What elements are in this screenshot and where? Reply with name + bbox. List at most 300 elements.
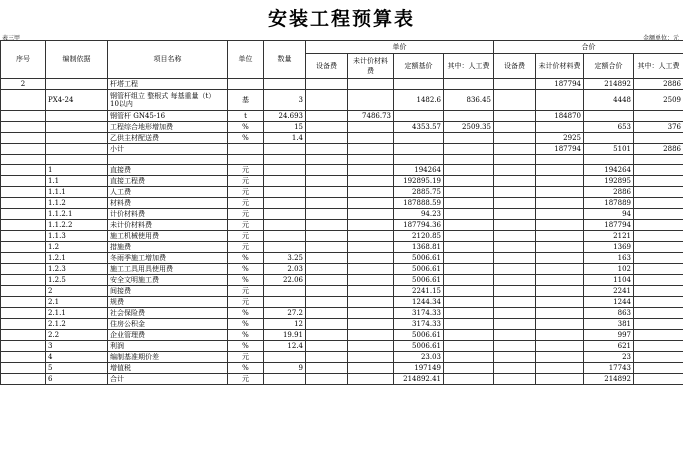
cell-base: 3174.33 [394, 308, 444, 319]
cell-base: 2120.85 [394, 231, 444, 242]
cell-equip [306, 90, 348, 111]
table-row [1, 308, 683, 319]
cell-unit: % [228, 133, 264, 144]
cell-name: 冬雨季施工增加费 [108, 253, 228, 264]
table-row [1, 297, 683, 308]
cell-unit: 元 [228, 165, 264, 176]
cell-mat [348, 133, 394, 144]
cell-equip [306, 220, 348, 231]
cell-t-quota [584, 155, 634, 165]
cell-labor [444, 374, 494, 385]
cell-t-labor [634, 176, 683, 187]
cell-seq [1, 220, 46, 231]
cell-mat [348, 275, 394, 286]
cell-equip [306, 253, 348, 264]
cell-unit: 元 [228, 286, 264, 297]
cell-equip [306, 341, 348, 352]
header-labor-total: 其中：人工费 [634, 54, 683, 79]
cell-labor: 2509.35 [444, 122, 494, 133]
cell-t-labor [634, 330, 683, 341]
cell-basis [46, 144, 108, 155]
table-row [1, 90, 683, 111]
cell-unit: % [228, 330, 264, 341]
table-row [1, 231, 683, 242]
cell-t-equip [494, 111, 536, 122]
header-seq: 序号 [1, 41, 46, 79]
cell-qty [264, 297, 306, 308]
table-row [1, 209, 683, 220]
cell-seq [1, 308, 46, 319]
cell-unit: 元 [228, 231, 264, 242]
cell-basis [46, 79, 108, 90]
cell-mat [348, 220, 394, 231]
cell-seq [1, 275, 46, 286]
cell-t-labor [634, 111, 683, 122]
cell-t-mat [536, 187, 584, 198]
cell-t-mat [536, 231, 584, 242]
cell-t-labor [634, 286, 683, 297]
cell-base: 5006.61 [394, 275, 444, 286]
table-row [1, 79, 683, 90]
cell-equip [306, 374, 348, 385]
cell-qty [264, 155, 306, 165]
cell-qty [264, 209, 306, 220]
cell-t-labor [634, 165, 683, 176]
header-total-price: 合价 [494, 41, 683, 54]
cell-t-labor [634, 231, 683, 242]
cell-t-quota: 997 [584, 330, 634, 341]
cell-base: 3174.33 [394, 319, 444, 330]
cell-basis [46, 122, 108, 133]
cell-seq [1, 144, 46, 155]
cell-labor [444, 155, 494, 165]
table-row [1, 374, 683, 385]
cell-equip [306, 319, 348, 330]
cell-mat [348, 330, 394, 341]
cell-t-labor [634, 209, 683, 220]
cell-basis: 1.2.1 [46, 253, 108, 264]
table-row [1, 111, 683, 122]
cell-base: 194264 [394, 165, 444, 176]
cell-labor [444, 297, 494, 308]
cell-seq [1, 297, 46, 308]
cell-qty: 12 [264, 319, 306, 330]
cell-mat [348, 79, 394, 90]
cell-t-mat: 187794 [536, 79, 584, 90]
cell-unit: t [228, 111, 264, 122]
cell-mat [348, 297, 394, 308]
cell-equip [306, 155, 348, 165]
cell-t-quota: 1244 [584, 297, 634, 308]
cell-t-mat [536, 264, 584, 275]
table-row [1, 133, 683, 144]
cell-name: 材料费 [108, 198, 228, 209]
cell-t-equip [494, 144, 536, 155]
cell-name: 钢管杆 GN45-16 [108, 111, 228, 122]
cell-seq [1, 198, 46, 209]
cell-unit [228, 144, 264, 155]
cell-qty: 3 [264, 90, 306, 111]
table-row [1, 242, 683, 253]
budget-table [0, 40, 683, 385]
cell-unit: % [228, 319, 264, 330]
cell-base: 5006.61 [394, 330, 444, 341]
cell-equip [306, 363, 348, 374]
cell-labor [444, 79, 494, 90]
cell-t-equip [494, 297, 536, 308]
cell-mat [348, 242, 394, 253]
cell-qty: 2.03 [264, 264, 306, 275]
cell-equip [306, 144, 348, 155]
cell-t-quota: 2886 [584, 187, 634, 198]
cell-t-equip [494, 308, 536, 319]
cell-seq [1, 90, 46, 111]
cell-t-quota: 863 [584, 308, 634, 319]
cell-t-equip [494, 352, 536, 363]
cell-equip [306, 209, 348, 220]
cell-basis [46, 155, 108, 165]
cell-t-mat [536, 155, 584, 165]
cell-seq [1, 330, 46, 341]
cell-t-equip [494, 264, 536, 275]
table-row [1, 253, 683, 264]
cell-t-mat: 184870 [536, 111, 584, 122]
cell-unit: 元 [228, 242, 264, 253]
cell-t-quota [584, 133, 634, 144]
cell-t-mat [536, 275, 584, 286]
cell-t-mat: 187794 [536, 144, 584, 155]
cell-t-equip [494, 90, 536, 111]
cell-t-mat: 2925 [536, 133, 584, 144]
cell-seq [1, 187, 46, 198]
cell-t-equip [494, 374, 536, 385]
cell-t-quota: 187889 [584, 198, 634, 209]
cell-t-equip [494, 79, 536, 90]
cell-equip [306, 187, 348, 198]
cell-t-labor [634, 242, 683, 253]
cell-mat [348, 264, 394, 275]
cell-name: 住房公积金 [108, 319, 228, 330]
cell-seq [1, 264, 46, 275]
cell-equip [306, 308, 348, 319]
cell-qty [264, 352, 306, 363]
cell-unit [228, 155, 264, 165]
cell-unit: % [228, 264, 264, 275]
cell-qty [264, 374, 306, 385]
header-quota-base: 定额基价 [394, 54, 444, 79]
cell-qty [264, 242, 306, 253]
cell-labor [444, 187, 494, 198]
table-row [1, 155, 683, 165]
cell-equip [306, 275, 348, 286]
cell-t-mat [536, 363, 584, 374]
cell-t-mat [536, 165, 584, 176]
cell-unit: % [228, 122, 264, 133]
table-body [1, 79, 683, 385]
cell-seq [1, 363, 46, 374]
cell-t-quota: 94 [584, 209, 634, 220]
currency-unit: 金额单位：元 [642, 35, 679, 42]
cell-t-quota: 2121 [584, 231, 634, 242]
header-quota-total: 定额合价 [584, 54, 634, 79]
table-row [1, 275, 683, 286]
cell-mat [348, 155, 394, 165]
cell-base: 2885.75 [394, 187, 444, 198]
cell-t-labor: 2886 [634, 144, 683, 155]
cell-t-quota: 4448 [584, 90, 634, 111]
cell-t-quota: 102 [584, 264, 634, 275]
cell-t-mat [536, 220, 584, 231]
cell-mat [348, 363, 394, 374]
cell-t-equip [494, 133, 536, 144]
cell-base [394, 79, 444, 90]
cell-t-equip [494, 253, 536, 264]
table-row [1, 363, 683, 374]
cell-t-mat [536, 330, 584, 341]
cell-base: 1244.34 [394, 297, 444, 308]
cell-basis: PX4-24 [46, 90, 108, 111]
cell-seq [1, 155, 46, 165]
cell-mat [348, 341, 394, 352]
cell-equip [306, 264, 348, 275]
cell-base: 192895.19 [394, 176, 444, 187]
cell-qty: 19.91 [264, 330, 306, 341]
cell-t-labor [634, 319, 683, 330]
header-name: 项目名称 [108, 41, 228, 79]
cell-qty: 27.2 [264, 308, 306, 319]
cell-name: 规费 [108, 297, 228, 308]
cell-mat [348, 176, 394, 187]
header-unit: 单位 [228, 41, 264, 79]
cell-labor [444, 286, 494, 297]
cell-base: 5006.61 [394, 253, 444, 264]
cell-t-quota [584, 111, 634, 122]
cell-name: 企业管理费 [108, 330, 228, 341]
cell-t-equip [494, 165, 536, 176]
cell-t-equip [494, 209, 536, 220]
table-row [1, 198, 683, 209]
cell-t-equip [494, 122, 536, 133]
cell-equip [306, 176, 348, 187]
cell-t-equip [494, 176, 536, 187]
table-row [1, 165, 683, 176]
cell-unit: 元 [228, 198, 264, 209]
cell-unit: 元 [228, 220, 264, 231]
cell-mat [348, 231, 394, 242]
cell-basis: 2.2 [46, 330, 108, 341]
cell-base: 1368.81 [394, 242, 444, 253]
cell-t-labor [634, 264, 683, 275]
cell-seq [1, 176, 46, 187]
cell-qty: 15 [264, 122, 306, 133]
cell-seq: 2 [1, 79, 46, 90]
cell-unit: 元 [228, 187, 264, 198]
cell-labor [444, 242, 494, 253]
cell-equip [306, 352, 348, 363]
cell-mat [348, 319, 394, 330]
cell-name: 直接工程费 [108, 176, 228, 187]
cell-t-quota: 2241 [584, 286, 634, 297]
cell-unit: 元 [228, 374, 264, 385]
cell-base: 187794.36 [394, 220, 444, 231]
cell-base: 2241.15 [394, 286, 444, 297]
cell-labor [444, 144, 494, 155]
cell-base [394, 155, 444, 165]
cell-basis: 1.1.2.1 [46, 209, 108, 220]
cell-labor [444, 165, 494, 176]
table-row [1, 264, 683, 275]
cell-equip [306, 165, 348, 176]
cell-mat [348, 187, 394, 198]
cell-name: 钢管杆组立 整根式 每基重量（t） 10以内 [108, 90, 228, 111]
cell-t-quota: 17743 [584, 363, 634, 374]
cell-labor: 836.45 [444, 90, 494, 111]
cell-unit: % [228, 308, 264, 319]
header-unit-price: 单价 [306, 41, 494, 54]
table-row [1, 286, 683, 297]
cell-seq [1, 352, 46, 363]
cell-unit: % [228, 363, 264, 374]
cell-t-mat [536, 253, 584, 264]
cell-seq [1, 111, 46, 122]
cell-equip [306, 297, 348, 308]
cell-t-quota: 163 [584, 253, 634, 264]
cell-unit: 元 [228, 209, 264, 220]
cell-qty: 3.25 [264, 253, 306, 264]
cell-seq [1, 133, 46, 144]
cell-t-labor [634, 187, 683, 198]
cell-t-labor [634, 308, 683, 319]
cell-t-mat [536, 308, 584, 319]
cell-labor [444, 363, 494, 374]
cell-t-mat [536, 90, 584, 111]
cell-t-labor [634, 352, 683, 363]
cell-base: 4353.57 [394, 122, 444, 133]
cell-base: 197149 [394, 363, 444, 374]
cell-mat [348, 209, 394, 220]
cell-base [394, 111, 444, 122]
cell-t-quota: 192895 [584, 176, 634, 187]
cell-equip [306, 330, 348, 341]
cell-mat [348, 308, 394, 319]
cell-basis: 2.1.2 [46, 319, 108, 330]
cell-equip [306, 122, 348, 133]
cell-equip [306, 231, 348, 242]
cell-t-mat [536, 352, 584, 363]
cell-t-labor: 376 [634, 122, 683, 133]
cell-mat [348, 144, 394, 155]
cell-t-equip [494, 155, 536, 165]
cell-base: 214892.41 [394, 374, 444, 385]
cell-basis: 1.1.1 [46, 187, 108, 198]
cell-seq [1, 209, 46, 220]
cell-t-mat [536, 209, 584, 220]
cell-t-quota: 1104 [584, 275, 634, 286]
cell-t-equip [494, 198, 536, 209]
cell-t-labor [634, 253, 683, 264]
cell-qty [264, 231, 306, 242]
cell-seq [1, 231, 46, 242]
cell-name: 间接费 [108, 286, 228, 297]
cell-qty [264, 198, 306, 209]
cell-t-mat [536, 286, 584, 297]
cell-seq [1, 242, 46, 253]
cell-labor [444, 352, 494, 363]
cell-base: 5006.61 [394, 341, 444, 352]
cell-labor [444, 220, 494, 231]
cell-unit: % [228, 341, 264, 352]
cell-labor [444, 341, 494, 352]
cell-t-equip [494, 231, 536, 242]
cell-base: 1482.6 [394, 90, 444, 111]
cell-equip [306, 198, 348, 209]
cell-t-equip [494, 341, 536, 352]
cell-seq [1, 165, 46, 176]
cell-name: 施工机械使用费 [108, 231, 228, 242]
cell-qty [264, 165, 306, 176]
cell-unit: 元 [228, 176, 264, 187]
header-basis: 编制依据 [46, 41, 108, 79]
cell-base: 5006.61 [394, 264, 444, 275]
cell-labor [444, 319, 494, 330]
cell-base: 23.03 [394, 352, 444, 363]
cell-seq [1, 319, 46, 330]
cell-basis [46, 133, 108, 144]
cell-basis: 1.2.5 [46, 275, 108, 286]
header-qty: 数量 [264, 41, 306, 79]
cell-name: 小计 [108, 144, 228, 155]
cell-t-equip [494, 187, 536, 198]
cell-basis: 3 [46, 341, 108, 352]
cell-base [394, 144, 444, 155]
cell-t-labor [634, 155, 683, 165]
cell-basis: 4 [46, 352, 108, 363]
cell-t-labor [634, 374, 683, 385]
cell-t-labor: 2886 [634, 79, 683, 90]
cell-basis: 2 [46, 286, 108, 297]
cell-t-quota: 621 [584, 341, 634, 352]
cell-equip [306, 286, 348, 297]
cell-base [394, 133, 444, 144]
cell-t-mat [536, 374, 584, 385]
cell-t-equip [494, 242, 536, 253]
cell-qty: 22.06 [264, 275, 306, 286]
cell-qty [264, 144, 306, 155]
cell-labor [444, 275, 494, 286]
header-equip-total: 设备费 [494, 54, 536, 79]
cell-base: 187888.59 [394, 198, 444, 209]
cell-name: 编制基准期价差 [108, 352, 228, 363]
cell-basis: 1.1.2.2 [46, 220, 108, 231]
cell-equip [306, 79, 348, 90]
table-row [1, 352, 683, 363]
cell-name: 安全文明施工费 [108, 275, 228, 286]
cell-t-mat [536, 341, 584, 352]
header-equip: 设备费 [306, 54, 348, 79]
cell-mat [348, 198, 394, 209]
cell-name: 增值税 [108, 363, 228, 374]
cell-t-mat [536, 242, 584, 253]
cell-qty [264, 220, 306, 231]
cell-basis: 2.1.1 [46, 308, 108, 319]
cell-t-quota: 214892 [584, 374, 634, 385]
cell-name: 措施费 [108, 242, 228, 253]
cell-basis: 1.1.3 [46, 231, 108, 242]
page-title: 安装工程预算表 [267, 8, 415, 30]
table-row [1, 319, 683, 330]
cell-basis: 1.1 [46, 176, 108, 187]
cell-t-labor [634, 198, 683, 209]
